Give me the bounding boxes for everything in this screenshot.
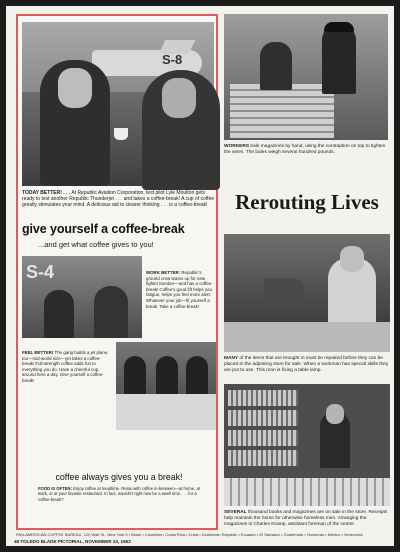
- lamp-caption: MANY of the items that are brought in must be repaired before they can be placed in the adjoining store for sale. When a workman has special skills they are put to use. This man is fixing a table lamp.: [224, 356, 389, 373]
- plane-marking-mid: S-4: [26, 262, 55, 282]
- story-title: Rerouting Lives: [235, 190, 379, 214]
- main-photo-caption: TODAY BETTER! . . . At Republic Aviation Corporation, test pilot Lyle Moulton gets ready to test another Republic Thunderjet . . . and takes a coffee-break! A cup of coffee greatly stimulates your mind. A delicious aid to clearer thinking . . . is a coffee-break!: [22, 190, 215, 208]
- newspaper-page: [6, 6, 394, 546]
- coffee-table-photo: [116, 342, 216, 430]
- coffee-advertisement: [16, 14, 218, 530]
- ad-tagline: coffee always gives you a break!: [55, 472, 183, 482]
- feel-better-caption: FEEL BETTER! The gang builds a jet plane, too—mid-world size—yet takes a coffee-break! Full-strength coffee adds fun to everything you do. Have a cheerful cup, around here a day. Give yourself a coffee-break!: [22, 350, 109, 383]
- plane-marking: S-8: [162, 52, 183, 67]
- page-folio: 48 TOLEDO BLADE PICTORIAL, NOVEMBER 23, 1952: [14, 539, 131, 544]
- ad-sponsor-footer: PAN-AMERICAN COFFEE BUREAU, 120 Wall St., New York 5 • Brazil • Colombia • Costa Rica • Cuba • Dominican Republic • Ecuador • El Salvador • Guatemala • Honduras • Mexico • Venezuela: [16, 532, 363, 537]
- bales-caption: WORKERS bale magazines by hand, using the contraption on top to tighten the wires. The bales weigh several hundred pounds.: [224, 144, 386, 155]
- work-better-caption: WORK BETTER: Republic's ground crew teams up for new fighter bomber—and has a coffee-break! Coffee's good lift helps you fatigue, helps you feel more alert. Whatever your job—fit yourself a break. Take a coffee-break!: [146, 270, 213, 309]
- books-caption: SEVERAL thousand books and magazines are on sale in the store. Receipts help maintain the home for otherwise homeless men. Arranging the magazines is Charles Kramp, assistant foreman of the center.: [224, 510, 388, 527]
- lamp-repair-photo: [224, 234, 390, 352]
- ground-crew-photo: [22, 256, 142, 338]
- coffee-cup: [114, 128, 128, 140]
- tagline-caption: FOOD IS OFTEN: Enjoy coffee at mealtime. Relax with coffee in-between—at home, at work, or at your favorite restaurant. In fact, wouldn't right now be a swell time . . . for a coffee-break?: [38, 486, 200, 502]
- bales-photo: [224, 14, 388, 140]
- pilots-photo: [22, 22, 214, 186]
- ad-headline: give yourself a coffee-break: [22, 222, 185, 236]
- ad-subheadline: ...and get what coffee gives to you!: [38, 240, 154, 249]
- magazine-bale: [230, 84, 334, 138]
- bookstore-photo: [224, 384, 390, 506]
